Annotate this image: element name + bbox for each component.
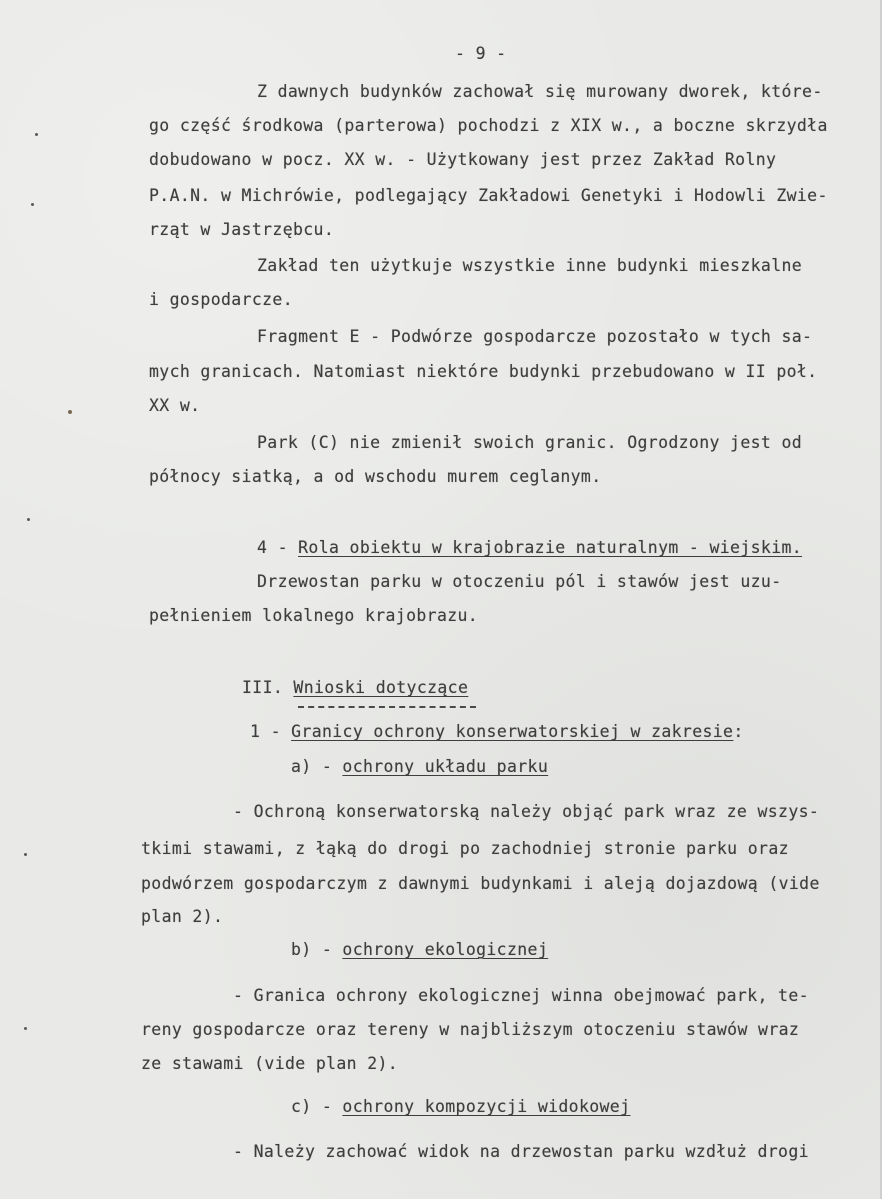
text-line: mych granicach. Natomiast niektóre budynki przebudowano w II poł. [149, 362, 818, 381]
text-line: XX w. [149, 396, 201, 415]
item-c-heading [291, 1097, 630, 1116]
text-line: dobudowano w pocz. XX w. - Użytkowany jest przez Zakład Rolny [149, 150, 777, 169]
page-number: - 9 - [455, 44, 507, 63]
item-1-heading [250, 722, 744, 741]
text-line: reny gospodarcze oraz tereny w najbliższym otoczeniu stawów wraz [141, 1020, 800, 1039]
text-line: - Granica ochrony ekologicznej winna obejmować park, te- [233, 986, 809, 1005]
text-line: Zakład ten użytkuje wszystkie inne budynki mieszkalne [257, 256, 803, 275]
item-b-title: ochrony ekologicznej [342, 940, 549, 959]
item-1-title: Granicy ochrony konserwatorskiej w zakresie [291, 722, 734, 741]
text-line: pełnieniem lokalnego krajobrazu. [149, 606, 479, 625]
text-line: Drzewostan parku w otoczeniu pól i stawów jest uzu- [257, 572, 782, 591]
text-line: ze stawami (vide plan 2). [141, 1054, 399, 1073]
text-line: plan 2). [141, 907, 224, 926]
item-b-prefix: b) - [291, 940, 343, 959]
text-line: Fragment E - Podwórze gospodarcze pozostało w tych sa- [257, 327, 813, 346]
paper-speck [31, 203, 34, 206]
item-a-heading [291, 757, 548, 776]
item-1-suffix: : [733, 722, 744, 741]
text-line: go część środkowa (parterowa) pochodzi z XIX w., a boczne skrzydła [149, 116, 828, 135]
paper-speck [35, 133, 38, 136]
text-line: północy siatką, a od wschodu murem ceglanym. [149, 467, 602, 486]
item-c-title: ochrony kompozycji widokowej [342, 1097, 631, 1116]
paper-speck [24, 853, 27, 856]
item-a-prefix: a) - [291, 757, 343, 776]
section-3-prefix: III. [242, 678, 294, 697]
text-line: podwórzem gospodarczym z dawnymi budynkami i aleją dojazdową (vide [141, 874, 820, 893]
text-line: - Ochroną konserwatorską należy objąć park wraz ze wszys- [233, 802, 820, 821]
section-4-heading [257, 538, 802, 557]
text-line: rząt w Jastrzębcu. [149, 220, 335, 239]
section-3-dashed-rule [298, 706, 476, 708]
paper-speck [68, 410, 72, 414]
text-line: tkimi stawami, z łąką do drogi po zachodniej stronie parku oraz [141, 839, 789, 858]
paper-speck [27, 518, 30, 521]
section-4-prefix: 4 - [257, 538, 299, 557]
section-3-title: Wnioski dotyczące [293, 678, 469, 697]
text-line: P.A.N. w Michrówie, podlegający Zakładowi Genetyki i Hodowli Zwie- [149, 186, 828, 205]
text-line: Park (C) nie zmienił swoich granic. Ogrodzony jest od [257, 433, 803, 452]
item-b-heading [291, 940, 548, 959]
paper-speck [24, 1027, 27, 1030]
item-c-prefix: c) - [291, 1097, 343, 1116]
text-line: Z dawnych budynków zachował się murowany dworek, które- [257, 82, 823, 101]
item-a-title: ochrony układu parku [342, 757, 549, 776]
item-1-prefix: 1 - [250, 722, 292, 741]
section-4-title: Rola obiektu w krajobrazie naturalnym - wiejskim. [298, 538, 803, 557]
section-3-heading [242, 678, 468, 697]
text-line: - Należy zachować widok na drzewostan parku wzdłuż drogi [233, 1142, 809, 1161]
text-line: i gospodarcze. [149, 290, 293, 309]
